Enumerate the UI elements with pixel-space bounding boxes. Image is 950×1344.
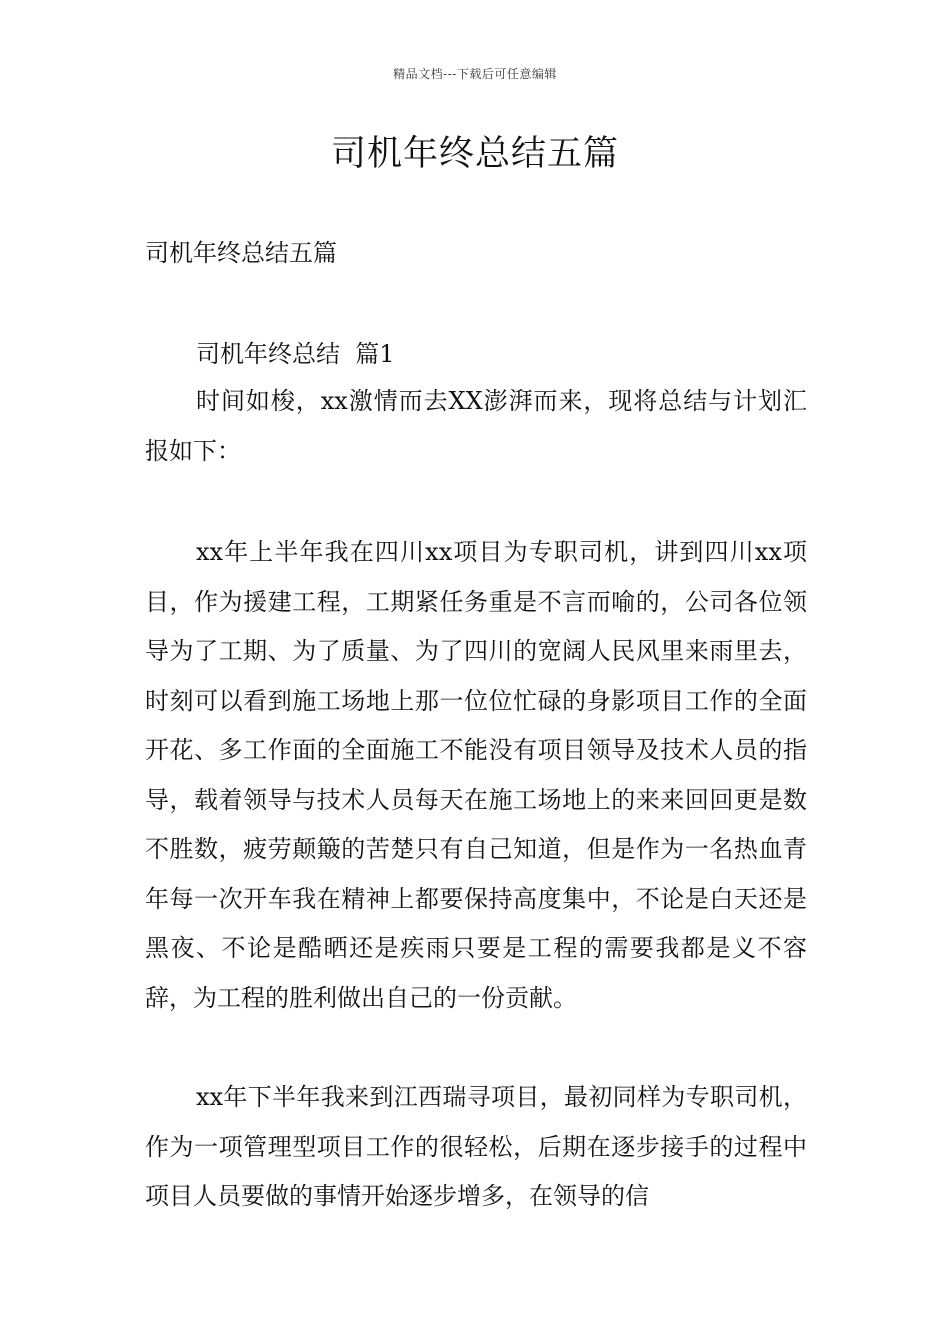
paragraph-3: xx年下半年我来到江西瑞寻项目，最初同样为专职司机，作为一项管理型项目工作的很轻松，后期在逐步接手的过程中项目人员要做的事情开始逐步增多，在领导的信 — [145, 1083, 807, 1210]
paragraph-1: 时间如梭，xx激情而去XX澎湃而来，现将总结与计划汇报如下： — [145, 387, 807, 465]
document-subtitle: 司机年终总结五篇 — [145, 239, 337, 267]
section-heading: 司机年终总结 篇1 — [196, 340, 395, 368]
document-title: 司机年终总结五篇 — [330, 134, 619, 174]
header-note: 精品文档---下载后可任意编辑 — [393, 67, 557, 81]
paragraph-2: xx年上半年我在四川xx项目为专职司机，讲到四川xx项目，作为援建工程，工期紧任务重是不言而喻的，公司各位领导为了工期、为了质量、为了四川的宽阔人民风里来雨里去，时刻可以看到施工场地上那一位位忙碌的身影项目工作的全面开花、多工作面的全面施工不能没有项目领导及技术人员的指导，载着领导与技术人员每天在施工场地上的来来回回更是数不胜数，疲劳颠簸的苦楚只有自己知道，但是作为一名热血青年每一次开车我在精神上都要保持高度集中，不论是白天还是黑夜、不论是酷晒还是疾雨只要是工程的需要我都是义不容辞，为工程的胜利做出自己的一份贡献。 — [145, 538, 807, 1012]
